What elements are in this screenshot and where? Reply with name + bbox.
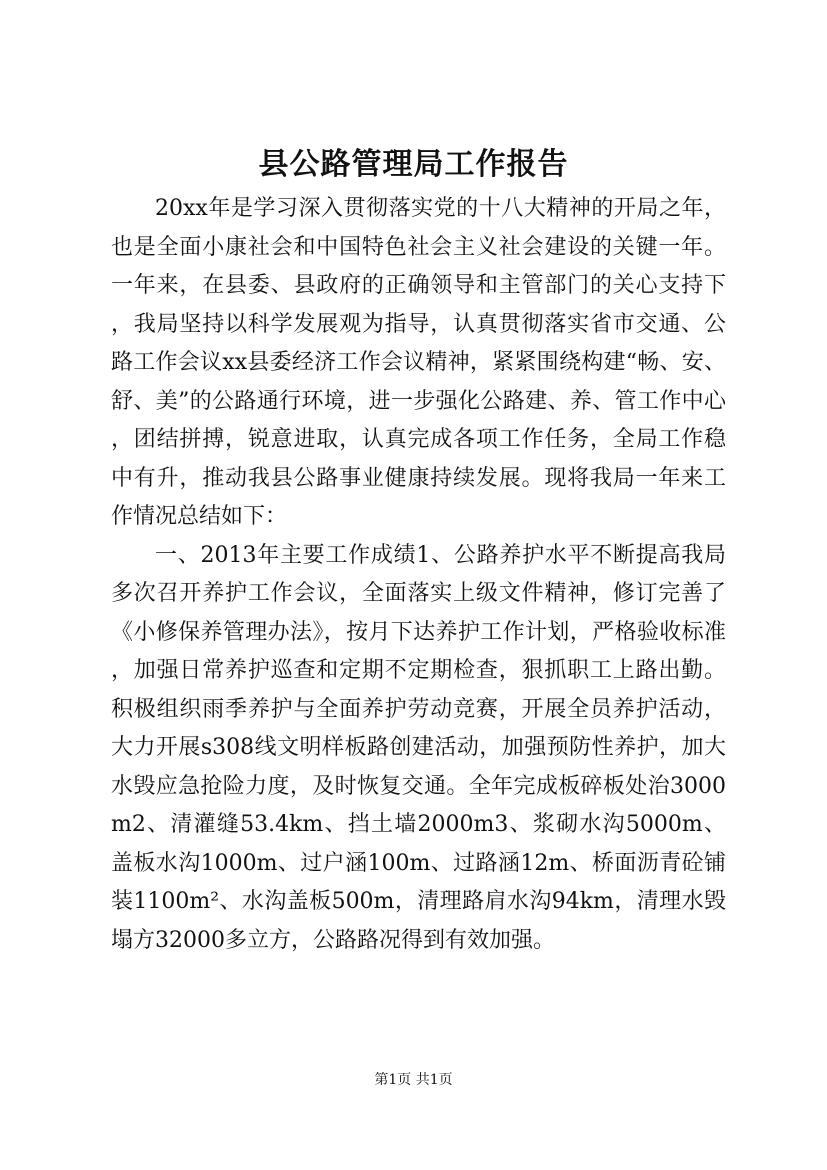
- page-footer: 第1页 共1页: [374, 1072, 453, 1088]
- document-title: 县公路管理局工作报告: [258, 147, 569, 182]
- paragraph-achievements: 一、2013年主要工作成绩1、公路养护水平不断提高我局多次召开养护工作会议，全面落实上级文件精神，修订完善了《小修保养管理办法》，按月下达养护工作计划，严格验收标准，加强日常养护巡查和定期不定期检查，狠抓职工上路出勤。积极组织雨季养护与全面养护劳动竞赛，开展全员养护活动，大力开展s308线文明样板路创建活动，加强预防性养护，加大水毁应急抢险力度，及时恢复交通。全年完成板碎板处治3000m2、清灌缝53.4km、挡土墙2000m3、浆砌水沟5000m、盖板水沟1000m、过户涵100m、过路涵12m、桥面沥青砼铺装1100m²、水沟盖板500m，清理路肩水沟94km，清理水毁塌方32000多立方，公路路况得到有效加强。: [111, 542, 726, 953]
- paragraph-intro: 20xx年是学习深入贯彻落实党的十八大精神的开局之年，也是全面小康社会和中国特色社会主义社会建设的关键一年。一年来，在县委、县政府的正确领导和主管部门的关心支持下，我局坚持以科学发展观为指导，认真贯彻落实省市交通、公路工作会议xx县委经济工作会议精神，紧紧围绕构建“畅、安、舒、美”的公路通行环境，进一步强化公路建、养、管工作中心，团结拼搏，锐意进取，认真完成各项工作任务，全局工作稳中有升，推动我县公路事业健康持续发展。现将我局一年来工作情况总结如下：: [111, 196, 726, 529]
- document-body: [111, 190, 726, 960]
